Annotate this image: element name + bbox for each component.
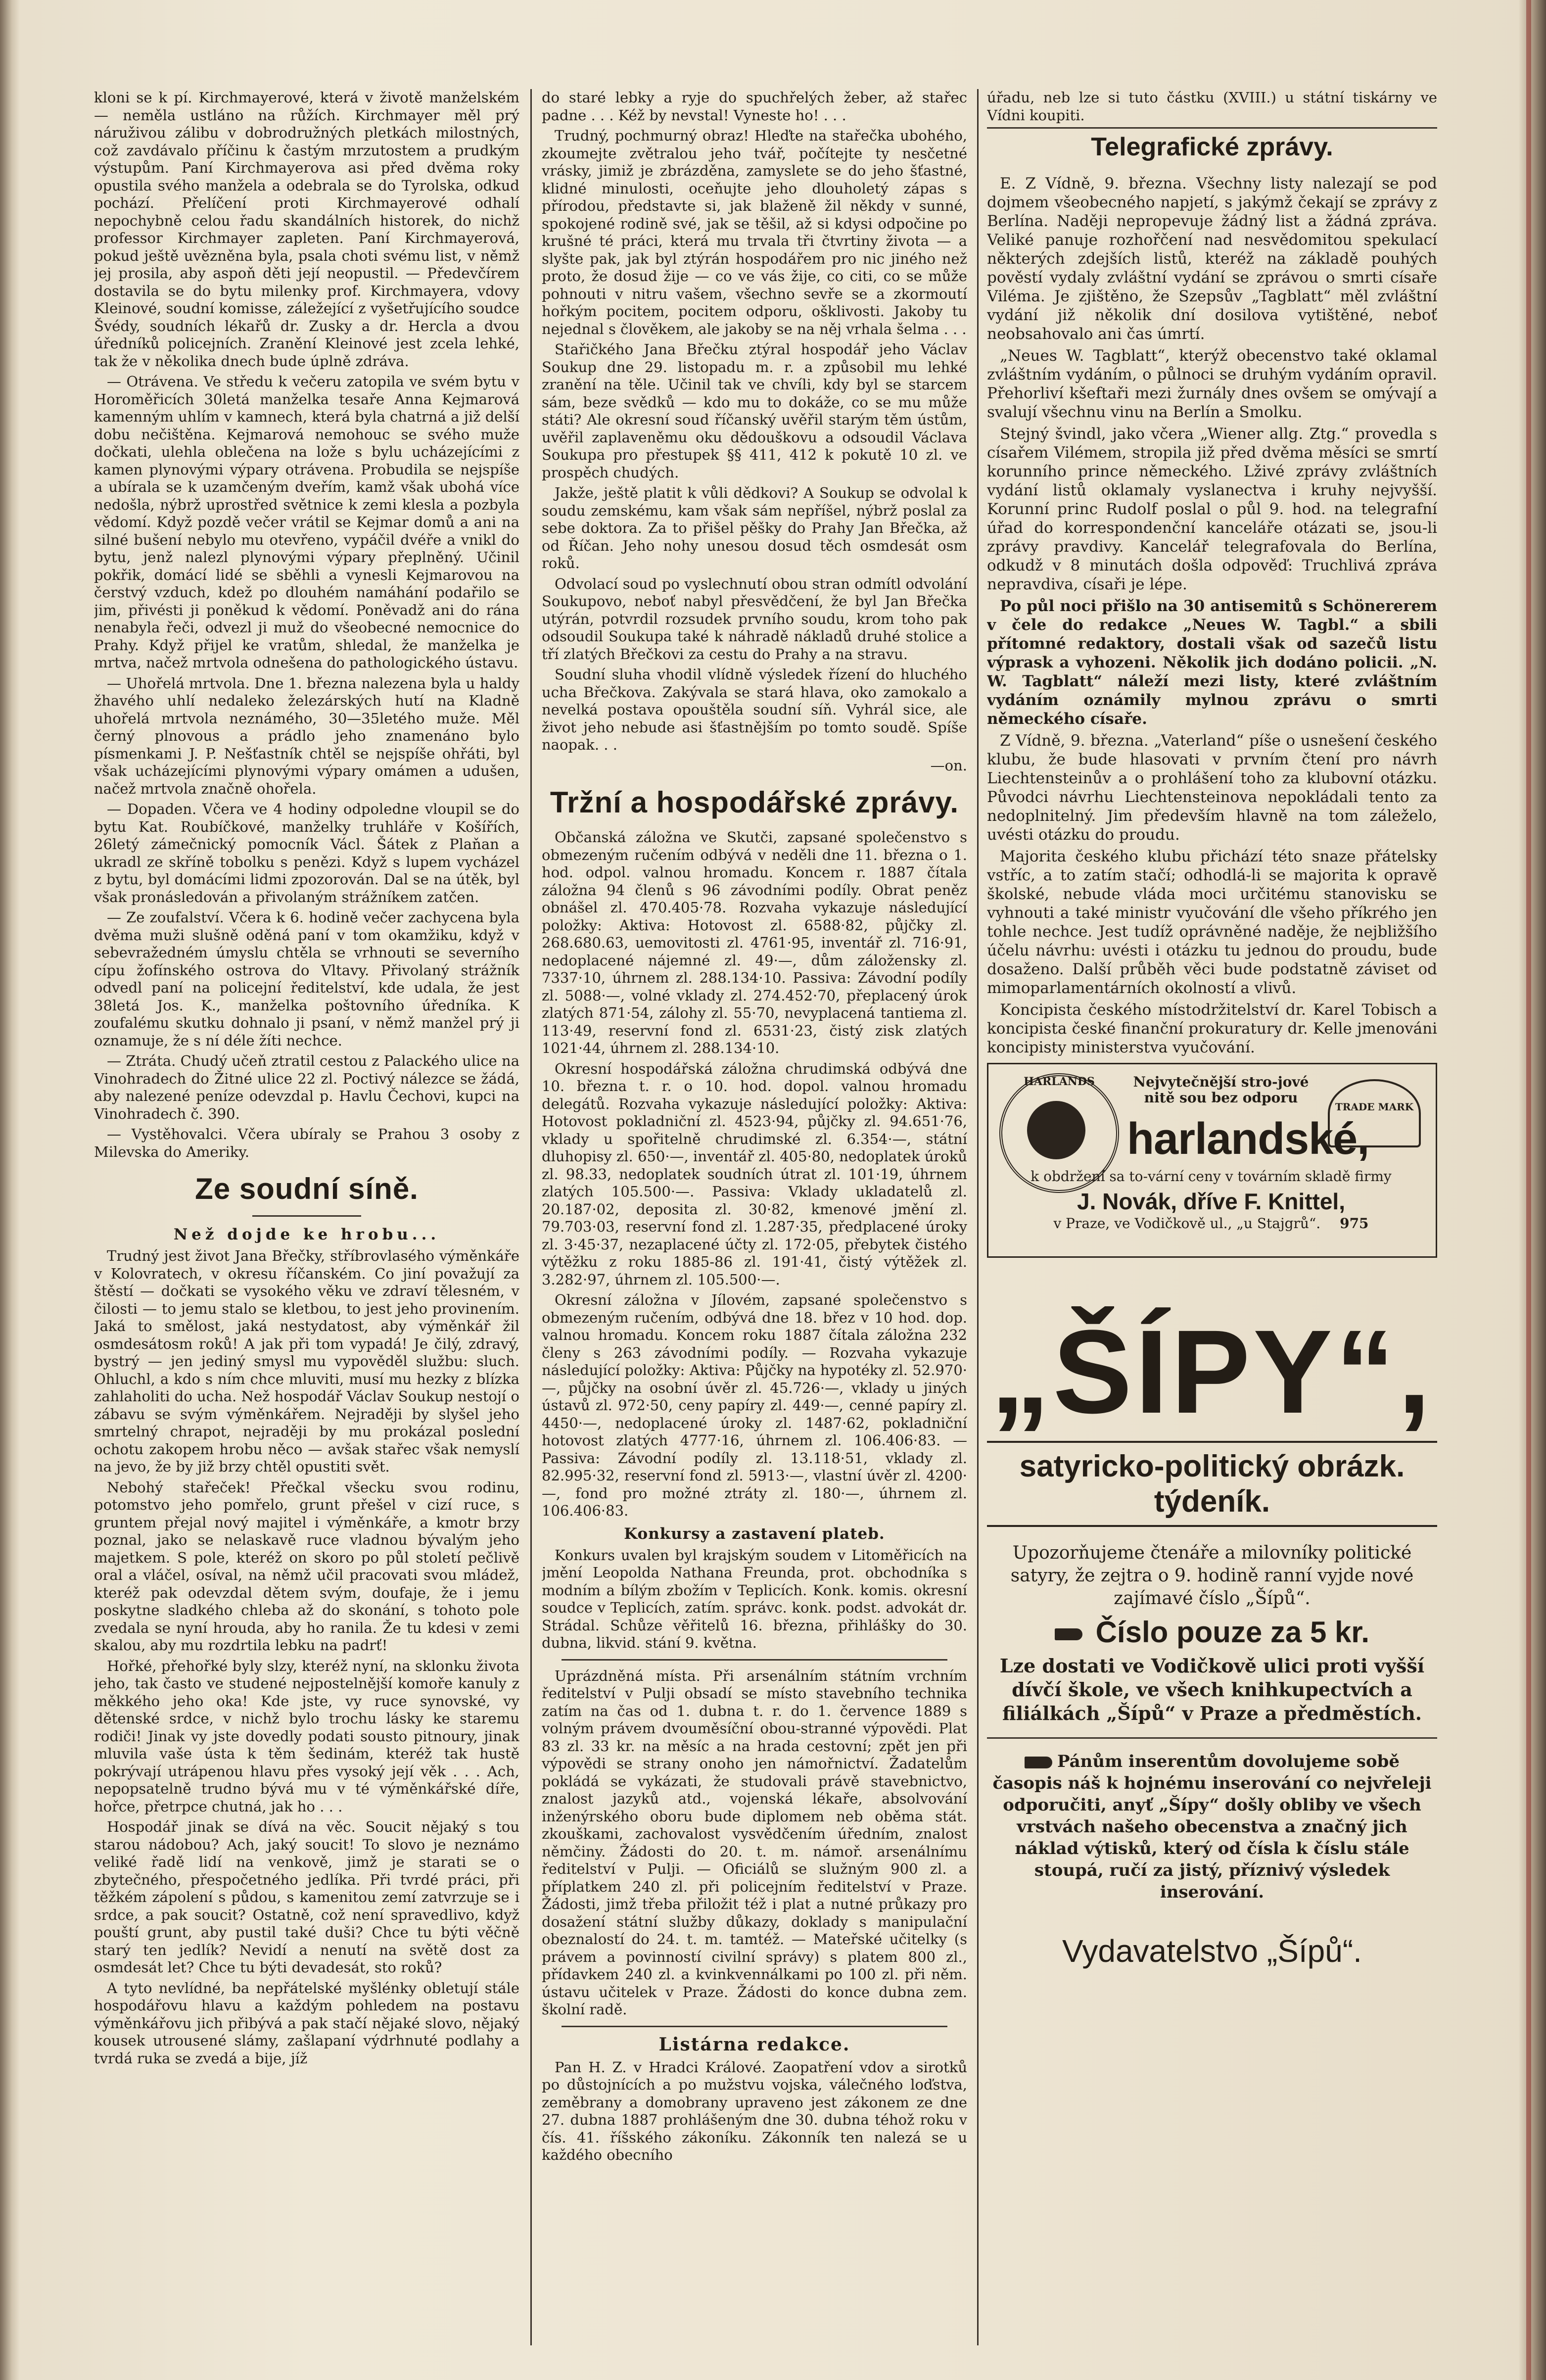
telegram-7: Koncipista českého místodržitelství dr. Karel Tobisch a koncipista české finanční prokuratury dr. Kelle jmenováni koncipisty ministerstva vyučování. bbox=[987, 1001, 1437, 1056]
telegram-5: Z Vídně, 9. března. „Vaterland“ píše o usnešení českého klubu, že bude hlasovati v prvním čtení pro návrh Liechtensteinův a o prohlášení toho za klubovní otázku. Původci návrhu Liechtensteinova nepokládali tento za nedoplnitelný. Jim především hlavně na tom záleželo, uvésti otázku do proudu. bbox=[987, 732, 1437, 844]
section-divider bbox=[987, 127, 1437, 129]
inserent-notice-text: Pánům inserentům dovolujeme sobě časopis náš k hojnému inserování co nejvřeleji odporučiti, anyť „Šípy“ došly obliby ve všech vrstvách našeho obecenstva a značný jich náklad výtisků, který od čísla k číslu stále stoupá, ručí za jistý, příznivý výsledek inserování. bbox=[992, 1752, 1432, 1902]
section-divider bbox=[252, 1215, 361, 1217]
article-listarna: Pan H. Z. v Hradci Králové. Zaopatření vdov a sirotků po důstojnících a po mužstvu vojska, válečného loďstva, zeměbrany a domobrany upraveno jest zákonem ze dne 27. dubna 1887 prohlášeným dne 30. dubna téhož roku v čís. 41. říšského zákoníku. Zákonník ten nalezá se u každého obecního bbox=[542, 2058, 967, 2163]
trade-mark-text: TRADE MARK bbox=[1335, 1101, 1414, 1113]
sipy-price bbox=[987, 1615, 1437, 1649]
article-hrobu-cont-3: Stařičkého Jana Břečku ztýral hospodář jeho Václav Soukup dne 29. listopadu m. r. a způsobil mu lehké zranění na těle. Učinil tak ve chvíli, kdy byl se starcem sám, beze svědků — kdo mu to dokáže, co se mu může státi? Ale okresní soud říčanský uvěřil starým těm ústům, uvěřil zaplaveněmu oku dědouškovu a odsoudil Václava Soukupa pro přestupek §§ 411, 412 k pokutě 10 zl. ve prospěch chudých. bbox=[542, 341, 967, 481]
article-title-hrobu: Než dojde ke hrobu... bbox=[173, 1226, 440, 1243]
column-rule-1 bbox=[530, 89, 532, 2345]
seal-center bbox=[1027, 1101, 1085, 1159]
article-uprazdnena-mista: Uprázdněná místa. Při arsenálním státním vrchním ředitelství v Pulji obsadí se místo stavebního technika zatím na čas od 1. dubna t. r. do 1. července 1889 s volným právem dvouměsíční obou-stranné výpovědi. Plat 83 zl. 33 kr. na měsíc a na hrada cestovní; zpět jen při výpovědi se strany onoho jen námořnictví. Žadatelům pokládá se vykázati, že studovali právě stavebnictvo, znalost jazyků atd., vojenská lékaře, absolvování inženýrského oboru bude diplomem neb oběma stát. zkouškami, zachovalost vysvědčením úředním, znalost němčiny. Žádosti do 20. t. m. námoř. arsenálnímu ředitelství v Pulji. — Oficiálů se služným 900 zl. a příplatkem 240 zl. při policejním ředitelství v Praze. Žádosti, jimž třeba přiložit též i plat a nutné průkazy pro dosažení státní služby důkazy, doklady s manipulační obeznalostí do 24. t. m. tamtéž. — Mateřské učitelky (s právem a povinností civilní správy) s platem 800 zl., přídavkem 240 zl. a kvinkvennálkami po 100 zl. při něm. ústavu učitelek v Praze. Žádosti do konce dubna zem. školní radě. bbox=[542, 1667, 967, 2018]
advert-offer: k obdržení sa to-vární ceny v továrním skladě firmy bbox=[1031, 1168, 1392, 1185]
section-title-konkursy: Konkursy a zastavení plateb. bbox=[624, 1524, 885, 1543]
column-1 bbox=[94, 89, 519, 2345]
advert-firm: J. Novák, dříve F. Knittel, bbox=[1077, 1189, 1345, 1214]
article-hrobu-cont-1: do staré lebky a ryje do spuchřelých žeber, až stařec padne . . . Kéž by nevstal! Vyneste ho! . . . bbox=[542, 89, 967, 124]
column-rule-2 bbox=[977, 89, 979, 2345]
article-hrobu-cont-4: Jakže, ještě platit k vůli dědkovi? A Soukup se odvolal k soudu zemskému, kam však sám nepříšel, nýbrž poslal za sebe doktora. Za to přišel pěšky do Prahy Jan Břečka, až od Říčan. Jeho nohy unesou dosud těch osmdesát osm roků. bbox=[542, 484, 967, 571]
seal-text: HARLANDS bbox=[1024, 1075, 1095, 1088]
article-zalozna-chrudim: Okresní hospodářská záložna chrudimská odbývá dne 10. března t. r. o 10. hod. dopol. valnou hromadu delegátů. Rozvaha vykazuje následující položky: Aktiva: Hotovost pokladniční zl. 4523·94, půjčky zl. 94.651·76, vklady u spořitelně chrudimské zl. 6.354·—, státní dluhopisy zl. 650·—, inventář zl. 405·80, nedoplatek úroků zl. 98.33, nedoplatek soudních útrat zl. 101·19, úhrnem zlatých 105.500·—. Passiva: Vklady ukladatelů zl. 20.187·02, deposita zl. 30·82, kmenové jmění zl. 79.703·03, reservní fond zl. 1.287·35, předplacené úroky zl. 3·45·37, nezaplacené účty zl. 172·05, přebytek čistého výtěžku z roku 1885-86 zl. 191·41, čistý výtěžek zl. 3.282·97, úhrnem zl. 105.500·—. bbox=[542, 1060, 967, 1288]
article-hrobu-cont-2: Trudný, pochmurný obraz! Hleďte na stařečka ubohého, zkoumejte zvětralou jeho tvář, počítejte ty nesčetné vrásky, jimiž je zbrázděna, zamyslete se do jeho šťastné, klidné minulosti, oceňujte jeho dlouholetý zápas s přírodou, představte si, jak blaženě žil někdy v sunné, spokojené rodině své, jak se těšil, až si kdysi odpočine po krušné té práci, která mu trvala tři čtvrtiny života — a slyšte pak, jak byl ztýrán hospodářem pro nic jiného než proto, že dosud žije — co ve vás žije, co citi, co se může pohnouti v nitru vašem, všechno sevře se a zkormoutí hořkým pocitem, pocitem odporu, ošklivosti. Jakoby tu nejednal s člověkem, ale jakoby se na něj vrhala šelma . . . bbox=[542, 127, 967, 337]
telegram-6: Majorita českého klubu přichází této snaze přátelsky vstříc, a to zatím stačí; odhodlá-li se majorita k opravě školské, nebude vláda moci určitému stanovisku se vyhnouti a také ministr vyučování dle všeho příkrého jen tohle nechce. Jest tudíž oprávněné naděje, že nejbližšího účelu návrhu: uvésti i otázku tu jednou do proudu, bude dosaženo. Další průběh věci bude podstatně záviset od mimoparlamentárních okolností a vlivů. bbox=[987, 848, 1437, 997]
inserent-notice bbox=[987, 1751, 1437, 1903]
article-otravena: — Otrávena. Ve středu k večeru zatopila ve svém bytu v Horoměřicích 30letá manželka tesaře Anna Kejmarová kamenným uhlím v kamnech, která byla chatrná a již delší dobu nečištěna. Kejmarová nemohouc se svého muže dočkati, ulehla oblečena na lože s bylu ucházejícími z kamen plynovými výpary otrávena. Probudila se nejspíše a ubírala se k uzamčeným dveřím, kamž však ubohá více nedošla, nýbrž uprostřed světnice k zemi klesla a pozbyla vědomí. Když pozdě večer vrátil se Kejmar domů a ani na silné bušení nebylo mu otevřeno, vypáčil dvéře a vnikl do bytu, jenž nalezl plynovými výpary přeplněný. Učinil pokřik, domácí lidé se sběhli a vynesli Kejmarovou na čerstvý vzduch, kdež po dlouhém namáhání podařilo se jim, přivésti ji poněkud k vědomí. Poněvadž ani do rána nenabyla řeči, odvezl ji muž do všeobecné nemocnice do Prahy. Když přijel ke vratům, shledal, že manželka je mrtva, načež mrtvola odnešena do pathologického ústavu. bbox=[94, 373, 519, 671]
article-hrobu-cont-6: Soudní sluha vhodil vlídně výsledek řízení do hluchého ucha Břečkova. Zakývala se stará hlava, oko zamokalo a nevelká postava opouštěla soudní síň. Vyhrál sice, ale život jeho nebude asi šťastnějším po tomto soudě. Spíše naopak. . . bbox=[542, 666, 967, 753]
article-zalozna-skutec: Občanská záložna ve Skutči, zapsané společenstvo s obmezeným ručením odbývá v neděli dne 11. března o 1. hod. odpol. valnou hromadu. Koncem r. 1887 čítala záložna 94 členů s 96 závodními podíly. Obrat peněz obnášel zl. 470.405·78. Rozvaha vykazuje následující položky: Aktiva: Hotovost zl. 6588·82, půjčky zl. 268.680.63, uemovitosti zl. 4761·95, inventář zl. 716·91, nedoplacené nájemné zl. 49·—, dům záložensky zl. 7337·10, úhrnem zl. 288.134·10. Passiva: Závodní podíly zl. 5088·—, volné vklady zl. 274.452·70, přeplacený úrok zlatých 871·54, zálohy zl. 55·70, nevyplacená tantiema zl. 113·49, reservní fond zl. 6531·23, čistý zisk zlatých 1021·44, úhrnem zl. 288.134·10. bbox=[542, 829, 967, 1056]
advert-address bbox=[998, 1215, 1424, 1232]
article-vystehovalci: — Vystěhovalci. Včera ubíraly se Prahou 3 osoby z Milevska do Ameriky. bbox=[94, 1126, 519, 1160]
article-hrobu-p2: Nebohý stařeček! Přečkal všecku svou rodinu, potomstvo jeho pomřelo, grunt přešel v cizí ruce, s gruntem přejal nový majitel i výměnkáře, a kmotr brzy poznal, jako se nelaskavě ruce vladnou bývalým jeho majetkem. S pole, kteréž on skoro po půl století pečlivě oral a vláčel, osíval, na němž učil pracovati svou mládež, kteréž pak odevzdal dětem svým, doufaje, že i jemu poskytne sladkého chleba až do skonání, s tohoto pole zvedala se nyní hrouda, aby ho ranila. Že tu kdesi v zemi skalou, aby mu rozdrtila lebku na padrť! bbox=[94, 1478, 519, 1654]
article-konkurs: Konkurs uvalen byl krajským soudem v Litoměřicích na jmění Leopolda Nathana Freunda, prot. obchodníka s modním a bílým zbožím v Teplicích. Konk. komis. okresní soudce v Teplicích, zatím. správc. konk. podst. advokát dr. Strádal. Schůze věřitelů 16. března, přihlášky do 30. dubna, likvid. stání 9. května. bbox=[542, 1546, 967, 1651]
binding-stripe bbox=[1526, 0, 1531, 2380]
column-2 bbox=[542, 89, 967, 2345]
article-uhorela-mrtvola: — Uhořelá mrtvola. Dne 1. března nalezena byla u haldy žhavého uhlí nedaleko železárských hutí na Kladně uhořelá mrtvola neznámého, 30—35letého muže. Měl černý plnovous a prádlo jeho znamenáno bylo písmenkami J. P. Nešťastník chtěl se nejspíše ohřáti, byl však ucházejícími plynovými výpary omámen a udušen, načež mrtvola značně ohořela. bbox=[94, 674, 519, 797]
article-hrobu-p5: A tyto nevlídné, ba nepřátelské myšlénky obletují stále hospodářovu hlavu a každým pohledem na postavu výměnkářovu jich přibývá a pak stačí nějaké slovo, nějaký kousek utrousené slámy, zašlapaní výdrhnuté podlahy a tvrdá ruka se zvedá a bije, jíž bbox=[94, 1979, 519, 2067]
section-title-listarna: Listárna redakce. bbox=[658, 2034, 850, 2055]
article-dopaden: — Dopaden. Včera ve 4 hodiny odpoledne vloupil se do bytu Kat. Roubíčkové, manželky truhláře v Košířích, 26letý zámečnický pomocník Václ. Šátek z Plaňan a ukradl ze skříně tobolku s penězi. Když s lupem vycházel z bytu, byl domácími lidmi zpozorován. Dal se na útěk, byl však pronásledován a přivolaným strážníkem zatčen. bbox=[94, 801, 519, 905]
article-hrobu-cont-5: Odvolací soud po vyslechnutí obou stran odmítl odvolání Soukupovo, neboť nabyl přesvědčení, že byl Jan Břečka utýrán, potvrdil rozsudek prvního soudu, krom toho pak odsoudil Soukupa také k náhradě nákladů druhé stolice a tří zlatých Břečkovi za cestu do Prahy a na stravu. bbox=[542, 575, 967, 663]
article-listarna-cont: úřadu, neb lze si tuto částku (XVIII.) u státní tiskárny ve Vídni koupiti. bbox=[987, 89, 1437, 124]
right-page-edge bbox=[1518, 0, 1546, 2380]
article-zalozna-jilove: Okresní záložna v Jílovém, zapsané společenstvo s obmezeným ručením, odbývá dne 18. břez v 10 hod. dop. valnou hromadu. Koncem roku 1887 čítala záložna 232 členy s 263 závodními podíly. — Rozvaha vykazuje následující položky: Aktiva: Půjčky na hypotéky zl. 52.970·—, půjčky na osobní úvěr zl. 45.726·—, vklady u jiných ústavů zl. 972·50, ceny papíry zl. 449·—, cenné papíry zl. 4450·—, nedoplacené úroky zl. 1487·62, pokladniční hotovost zlatých 4777·16, úhrnem zl. 106.406·83. — Passiva: Závodní podíly zl. 13.118·51, vklady zl. 82.995·32, reservní fond zl. 5913·—, vlastní úvěr zl. 4200·—, fond pro možné ztráty zl. 180·—, úhrnem zl. 106.406·83. bbox=[542, 1291, 967, 1519]
advert-brand: harlandské, bbox=[1127, 1114, 1369, 1164]
left-page-edge bbox=[0, 0, 20, 2380]
telegram-3: Stejný švindl, jako včera „Wiener allg. Ztg.“ provedla s císařem Vilémem, stropila již před dvěma měsíci se smrtí korunního prince německého. Lživé zprávy zvláštních vydání listů oklamaly vyslanectva i kruhy nejvyšší. Korunní princ Rudolf poslal o půl 9. hod. na telegrafní úřad do korrespondenční kanceláře otázati se, jsou-li zprávy pravdivy. Kancelář telegrafovala do Berlína, odkudž v 8 minutách došla odpověď: Truchlivá zpráva nepravdiva, císaři je lépe. bbox=[987, 425, 1437, 593]
telegram-1: E. Z Vídně, 9. března. Všechny listy nalezají se pod dojmem všeobecného napjetí, s jakýmž čekají se zprávy z Berlína. Naději nepropevuje žádný list a žádná zpráva. Veliké panuje rozhořčení nad nesvědomitou spekulací některých zdejších listů, kteréž na základě pouhých pověstí vydaly zvláštní vydání se zprávou o smrti císaře Viléma. Je zjištěno, že Szepsův „Tagblatt“ měl zvláštní vydání již několik dní dosilova vytištěné, neboť neobsahovalo ani čas úmrtí. bbox=[987, 175, 1437, 343]
advert-tagline: Nejvytečnější stro-jové nitě sou bez odporu bbox=[1133, 1074, 1309, 1106]
article-kirchmayer: kloni se k pí. Kirchmayerové, která v životě manželském — neměla ustláno na růžích. Kirchmayer měl prý náruživou zálibu v dobrodružných pletkách milostných, což zavdávalo příčinu k častým mrzutostem a prudkým výstupům. Paní Kirchmayerova asi před dvěma roky opustila svého manžela a odebrala se do Tyrolska, odkud pochází. Přelíčení proti Kirchmayerové odhalí nepochybně celou řadu skandálních historek, do nichž professor Kirchmayer zapleten. Paní Kirchmayerová, pokud ještě uvězněna byla, psala choti svému list, v němž jej prosila, aby aspoň děti její neopustil. — Předevčírem dostavila se do bytu milenky prof. Kirchmayera, vdovy Kleinové, soudní komisse, záležející z vyšetřujícího soudce Švédy, soudních lékařů dr. Zusky a dr. Hercla a dvou úředníků policejních. Zranění Kleinové jest zcela lehké, tak že v několika dnech bude úplně zdráva. bbox=[94, 89, 519, 370]
article-ztrata: — Ztráta. Chudý učeň ztratil cestou z Palackého ulice na Vinohradech do Žitné ulice 22 zl. Poctivý nálezce se žádá, aby nalezené peníze odevzdal p. Havlu Čechovi, kupci na Vinohradech č. 390. bbox=[94, 1052, 519, 1122]
article-hrobu-p1: Trudný jest život Jana Břečky, stříbrovlasého výměnkáře v Kolovratech, v okresu říčanském. Co jiní považují za štěstí — dočkati se vysokého věku ve zdraví tělesném, v čilosti — to jemu stalo se kletbou, to jest jeho provinením. Jaká to smělost, jaká nestydatost, aby výměnkář žil osmdesátosm roků! A jak při tom vypadá! Je čilý, zdravý, bystrý — jen jediný smysl mu vypověděl službu: sluch. Ohluchl, a kdo s ním chce mluviti, musí mu hezky z blízka zahlaholiti do ucha. Než hospodář Václav Soukup nestojí o zábavu se svým výměnkářem. Nejraději by slyšel jeho smrtelný chrapot, nejraději by mu prokázal poslední ochotu zakopem hrobu něco — avšak stařec však nemyslí na jevo, že by již brzy chtěl opustiti svět. bbox=[94, 1247, 519, 1475]
article-ze-zoufalstvi: — Ze zoufalství. Včera k 6. hodině večer zachycena byla dvěma muži slušně oděná paní v tom okamžiku, když v sebevražedném úmyslu chtěla se vrhnouti se severního cípu žofínského ostrova do Vltavy. Přivolaný strážník odvedl paní na policejní ředitelství, kde udala, že jest 38letá Jos. K., manželka poštovního úředníka. K zoufalému skutku dohnalo ji psaní, v němž manžel prý ji oznamuje, že s ní déle žíti nechce. bbox=[94, 909, 519, 1049]
article-hrobu-p3: Hořké, přehořké byly slzy, kteréž nyní, na sklonku života jeho, tak často ve studené nejpostelnější komoře kanuly z měkkého jeho oka! Kde jste, vy ruce synovské, vy dětenské srdce, v nichž bylo trochu lásky ke staremu rodiči! Jinak vy jste dovedly podati sousto pitnoury, jinak mluvila vaše ústa k těm šedinám, kteréž tak hustě pokrývají utrápenou hlavu přes vysoký její věk . . . Ach, nepopsatelně trudno bývá mu v té výměnkářské díře, hořce, přetrpce chutná, jak ho . . . bbox=[94, 1657, 519, 1815]
section-title-telegraficke: Telegrafické zprávy. bbox=[1091, 133, 1333, 161]
advert-harland bbox=[987, 1063, 1437, 1258]
article-hrobu-p4: Hospodář jinak se dívá na věc. Soucit nějaký s tou starou nádobou? Ach, jaký soucit! To slovo je neznámo veliké řadě lidí na venkově, jimž je starati se o zbytečného, přespočetného jedlíka. Při tvrdé práci, při těžkém zápolení s půdou, s kamenitou zemí zatvrzuje se i srdce, a pak soucit? Ostatně, což není spravedlivo, když pouští grunt, aby pustil také duši? Chce tu býti věčně starý ten jedlík? Nevidí a nenutí na světě dost za osmdesát let? Chce tu býti devadesát, sto roků? bbox=[94, 1818, 519, 1976]
pointing-hand-icon bbox=[1055, 1628, 1082, 1640]
advert-number: 975 bbox=[1340, 1215, 1369, 1232]
sipy-price-text: Číslo pouze za 5 kr. bbox=[1095, 1616, 1370, 1649]
telegram-2: „Neues W. Tagblatt“, kterýž obecenstvo také oklamal zvláštním vydáním, o půlnoci se druhým vydáním opravil. Přehorliví kšeftaři mezi žurnály dnes ovšem se omývají a svalují všechnu vinu na Berlín a Smolku. bbox=[987, 347, 1437, 421]
advert-address-text: v Praze, ve Vodičkově ul., „u Stajgrů“. bbox=[1053, 1215, 1321, 1232]
pointing-hand-icon bbox=[1025, 1757, 1052, 1768]
section-title-soudni-sin: Ze soudní síně. bbox=[195, 1172, 419, 1205]
sipy-announcement: Upozorňujeme čtenáře a milovníky politické satyry, že zejtra o 9. hodině ranní vyjde nové zajímavé číslo „Šípů“. bbox=[1010, 1543, 1414, 1609]
section-title-trzni: Tržní a hospodářské zprávy. bbox=[550, 786, 959, 819]
article-signature: —on. bbox=[930, 757, 967, 774]
section-divider bbox=[562, 1659, 947, 1661]
section-divider bbox=[987, 1737, 1437, 1739]
telegram-4: Po půl noci přišlo na 30 antisemitů s Schönererem v čele do redakce „Neues W. Tagbl.“ a sbili přítomné redaktory, dostali však od sazečů listu výprask a vyhozeni. Několik jich dodáno policii. „N. W. Tagblatt“ náleží mezi listy, které zvláštním vydáním oznámily mylnou zprávu o smrti německého císaře. bbox=[987, 597, 1437, 728]
section-divider bbox=[562, 2026, 947, 2027]
sipy-availability: Lze dostati ve Vodičkově ulici proti vyšší dívčí škole, ve všech knihkupectvích a filiálkách „Šípů“ v Praze a předměstích. bbox=[999, 1655, 1425, 1724]
sipy-subtitle: satyricko-politický obrázk. týdeník. bbox=[987, 1441, 1437, 1527]
publisher-signature: Vydavatelstvo „Šípů“. bbox=[1062, 1933, 1362, 1969]
column-3 bbox=[987, 89, 1437, 2345]
sipy-masthead: „ŠÍPY“, bbox=[990, 1305, 1434, 1438]
